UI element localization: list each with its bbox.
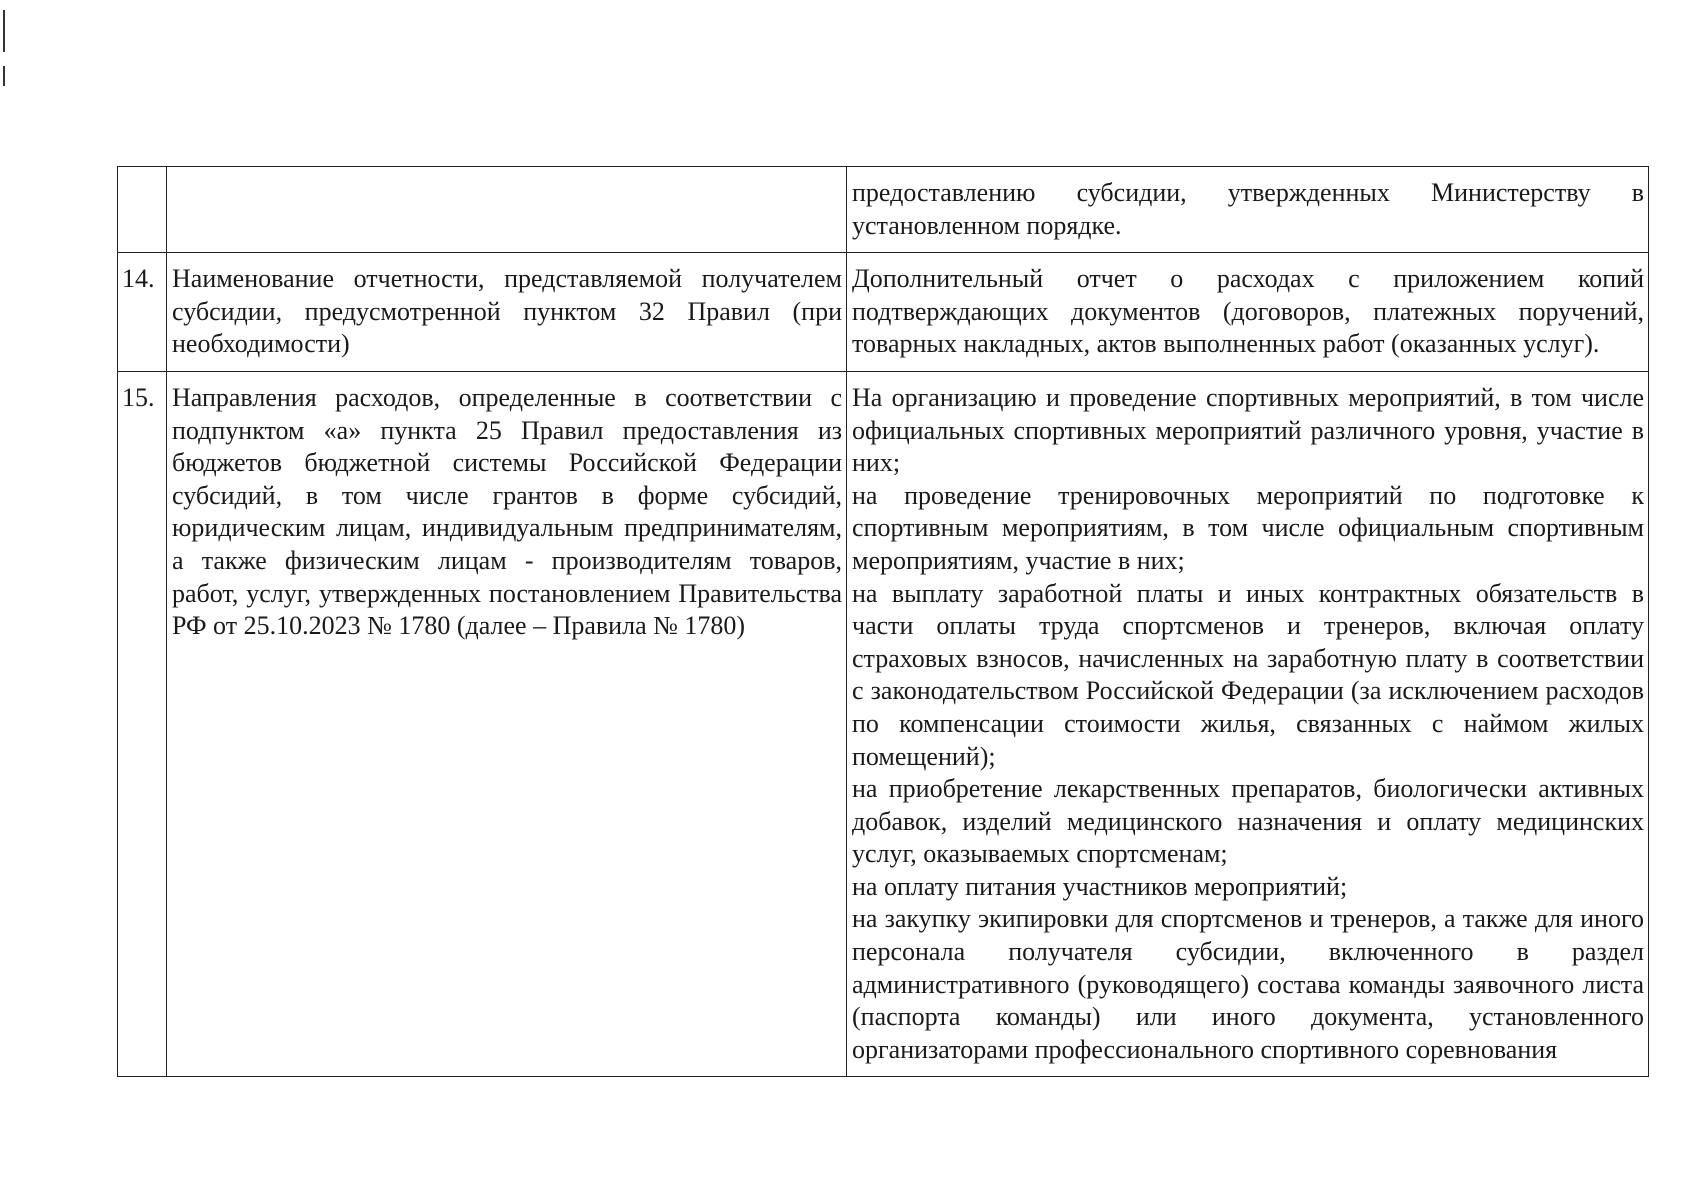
value-paragraph: на оплату питания участников мероприятий; [852, 871, 1348, 901]
row-number [118, 167, 167, 253]
row-description [167, 253, 847, 372]
value-paragraph: предоставлению субсидии, утвержденных Министерству в установленном порядке. [852, 178, 1644, 240]
margin-mark [3, 66, 5, 86]
value-paragraph: на приобретение лекарственных препаратов, биологически активных добавок, изделий медицинского назначения и оплату медицинских услуг, оказываемых спортсменам; [852, 774, 1644, 869]
table-row [118, 371, 1649, 1076]
row-number: 15. [118, 371, 167, 1076]
document-table [117, 166, 1649, 1077]
value-paragraph: на выплату заработной платы и иных контрактных обязательств в части оплаты труда спортсменов и тренеров, включая оплату страховых взносов, начисленных на заработную плату в соответствии с законодательством Российской Федерации (за исключением расходов по компенсации стоимости жилья, связанных с наймом жилых помещений); [852, 578, 1644, 771]
description-paragraph: Наименование отчетности, представляемой получателем субсидии, предусмотренной пунктом 32 Правил (при необходимости) [172, 264, 842, 359]
margin-mark [3, 10, 5, 52]
value-paragraph: Дополнительный отчет о расходах с приложением копий подтверждающих документов (договоров, платежных поручений, товарных накладных, актов выполненных работ (оказанных услуг). [852, 264, 1644, 359]
table-row [118, 167, 1649, 253]
description-paragraph: Направления расходов, определенные в соответствии с подпунктом «а» пункта 25 Правил предоставления из бюджетов бюджетной системы Российской Федерации субсидий, в том числе грантов в форме субсидий, юридическим лицам, индивидуальным предпринимателям, а также физическим лицам - производителям товаров, работ, услуг, утвержденных постановлением Правительства РФ от 25.10.2023 № 1780 (далее – Правила № 1780) [172, 382, 842, 641]
row-number: 14. [118, 253, 167, 372]
value-paragraph: на закупку экипировки для спортсменов и тренеров, а также для иного персонала получателя субсидии, включенного в раздел административного (руководящего) состава команды заявочного листа (паспорта команды) или иного документа, установленного организаторами профессионального спортивного соревнования [852, 904, 1644, 1064]
row-value [847, 371, 1649, 1076]
table-row [118, 253, 1649, 372]
row-description [167, 167, 847, 253]
row-description [167, 371, 847, 1076]
margin-marks [3, 0, 5, 90]
row-value [847, 167, 1649, 253]
value-paragraph: На организацию и проведение спортивных мероприятий, в том числе официальных спортивных мероприятий различного уровня, участие в них; [852, 382, 1644, 478]
row-value [847, 253, 1649, 372]
value-paragraph: на проведение тренировочных мероприятий по подготовке к спортивным мероприятиям, в том числе официальным спортивным мероприятиям, участие в них; [852, 480, 1644, 575]
